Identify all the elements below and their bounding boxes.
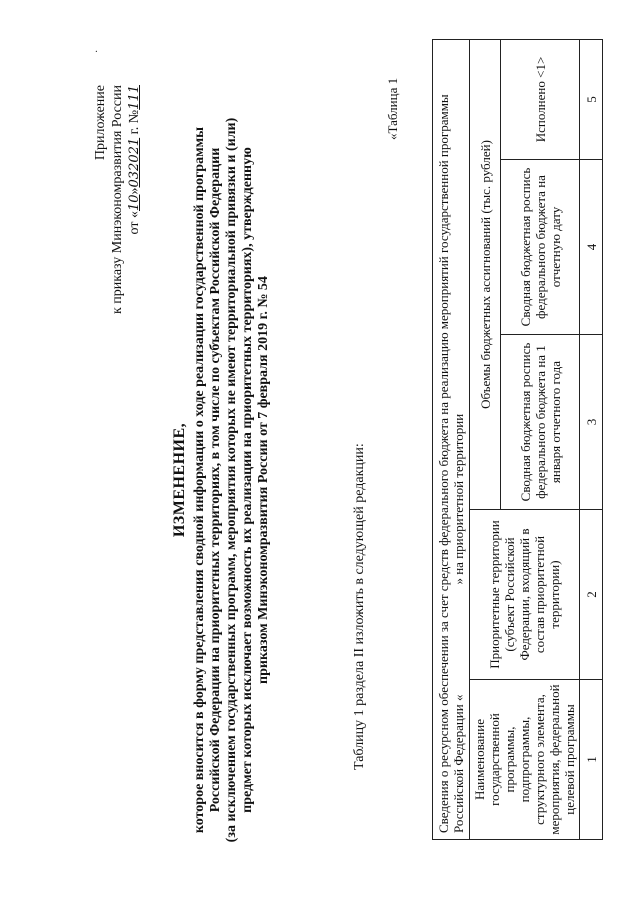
- appendix-order-ref: к приказу Минэкономразвития России: [110, 85, 125, 315]
- document-heading: [172, 95, 272, 865]
- order-number: 111: [127, 85, 142, 110]
- appendix-date-line: [126, 85, 143, 325]
- date-prefix: от «: [127, 211, 142, 235]
- resource-table: [432, 39, 603, 840]
- table-label: «Таблица 1: [385, 77, 400, 140]
- caption-row: [433, 39, 470, 839]
- caption-part-b: » на приоритетной территории: [451, 413, 466, 585]
- column-number: 3: [580, 335, 603, 510]
- heading-line: предмет которых исключает возможность их реализации на приоритетных территориях), утвержденную: [240, 147, 255, 813]
- date-suffix: г. №: [127, 109, 142, 138]
- header-budget-report-date: Сводная бюджетная роспись федерального бюджета на отчетную дату: [501, 160, 580, 335]
- date-mid: »: [127, 187, 142, 195]
- heading-line: (за исключением государственных программ, мероприятия которых не имеют территориальной привязки и (или): [224, 117, 239, 843]
- date-month: 03: [127, 170, 142, 188]
- intro-text: Таблицу 1 раздела II изложить в следующей редакции:: [352, 443, 367, 770]
- column-number: 4: [580, 160, 603, 335]
- date-day: 10: [127, 194, 142, 212]
- heading-line: которое вносится в форму представления сводной информации о ходе реализации государственной программы: [192, 126, 207, 834]
- header-program-name: Наименование государственной программы, подпрограммы, структурного элемента, мероприятия, федеральной целевой программы: [470, 680, 580, 840]
- appendix-title: Приложение: [93, 85, 108, 161]
- date-year: 2021: [127, 137, 142, 171]
- number-row: [580, 39, 603, 839]
- header-priority-territories: Приоритетные территории (субъект Российской Федерации, входящий в состав приоритетной территории): [470, 510, 580, 680]
- caption-line-2: [451, 46, 466, 833]
- header-executed: Исполнено <1>: [501, 39, 580, 159]
- heading-title: ИЗМЕНЕНИЕ,: [171, 422, 188, 538]
- caption-part-a: Российской Федерации «: [451, 694, 466, 833]
- appendix-block: [92, 85, 143, 325]
- heading-line: приказом Минэкономразвития России от 7 февраля 2019 г. № 54: [256, 276, 271, 684]
- header-budget-jan1: Сводная бюджетная роспись федерального бюджета на 1 января отчетного года: [501, 335, 580, 510]
- caption-line-1: Сведения о ресурсном обеспечении за счет средств федерального бюджета на реализацию мероприятий государственной программы: [436, 94, 451, 833]
- header-row: [470, 39, 501, 839]
- column-number: 1: [580, 680, 603, 840]
- column-number: 2: [580, 510, 603, 680]
- table-caption: [433, 39, 470, 839]
- heading-line: Российской Федерации на приоритетных территориях, в том числе по субъектам Российской Федерации: [208, 147, 223, 813]
- column-number: 5: [580, 39, 603, 159]
- stray-mark: ·: [92, 49, 103, 53]
- header-budget-volumes: Объемы бюджетных ассигнований (тыс. рублей): [470, 39, 501, 509]
